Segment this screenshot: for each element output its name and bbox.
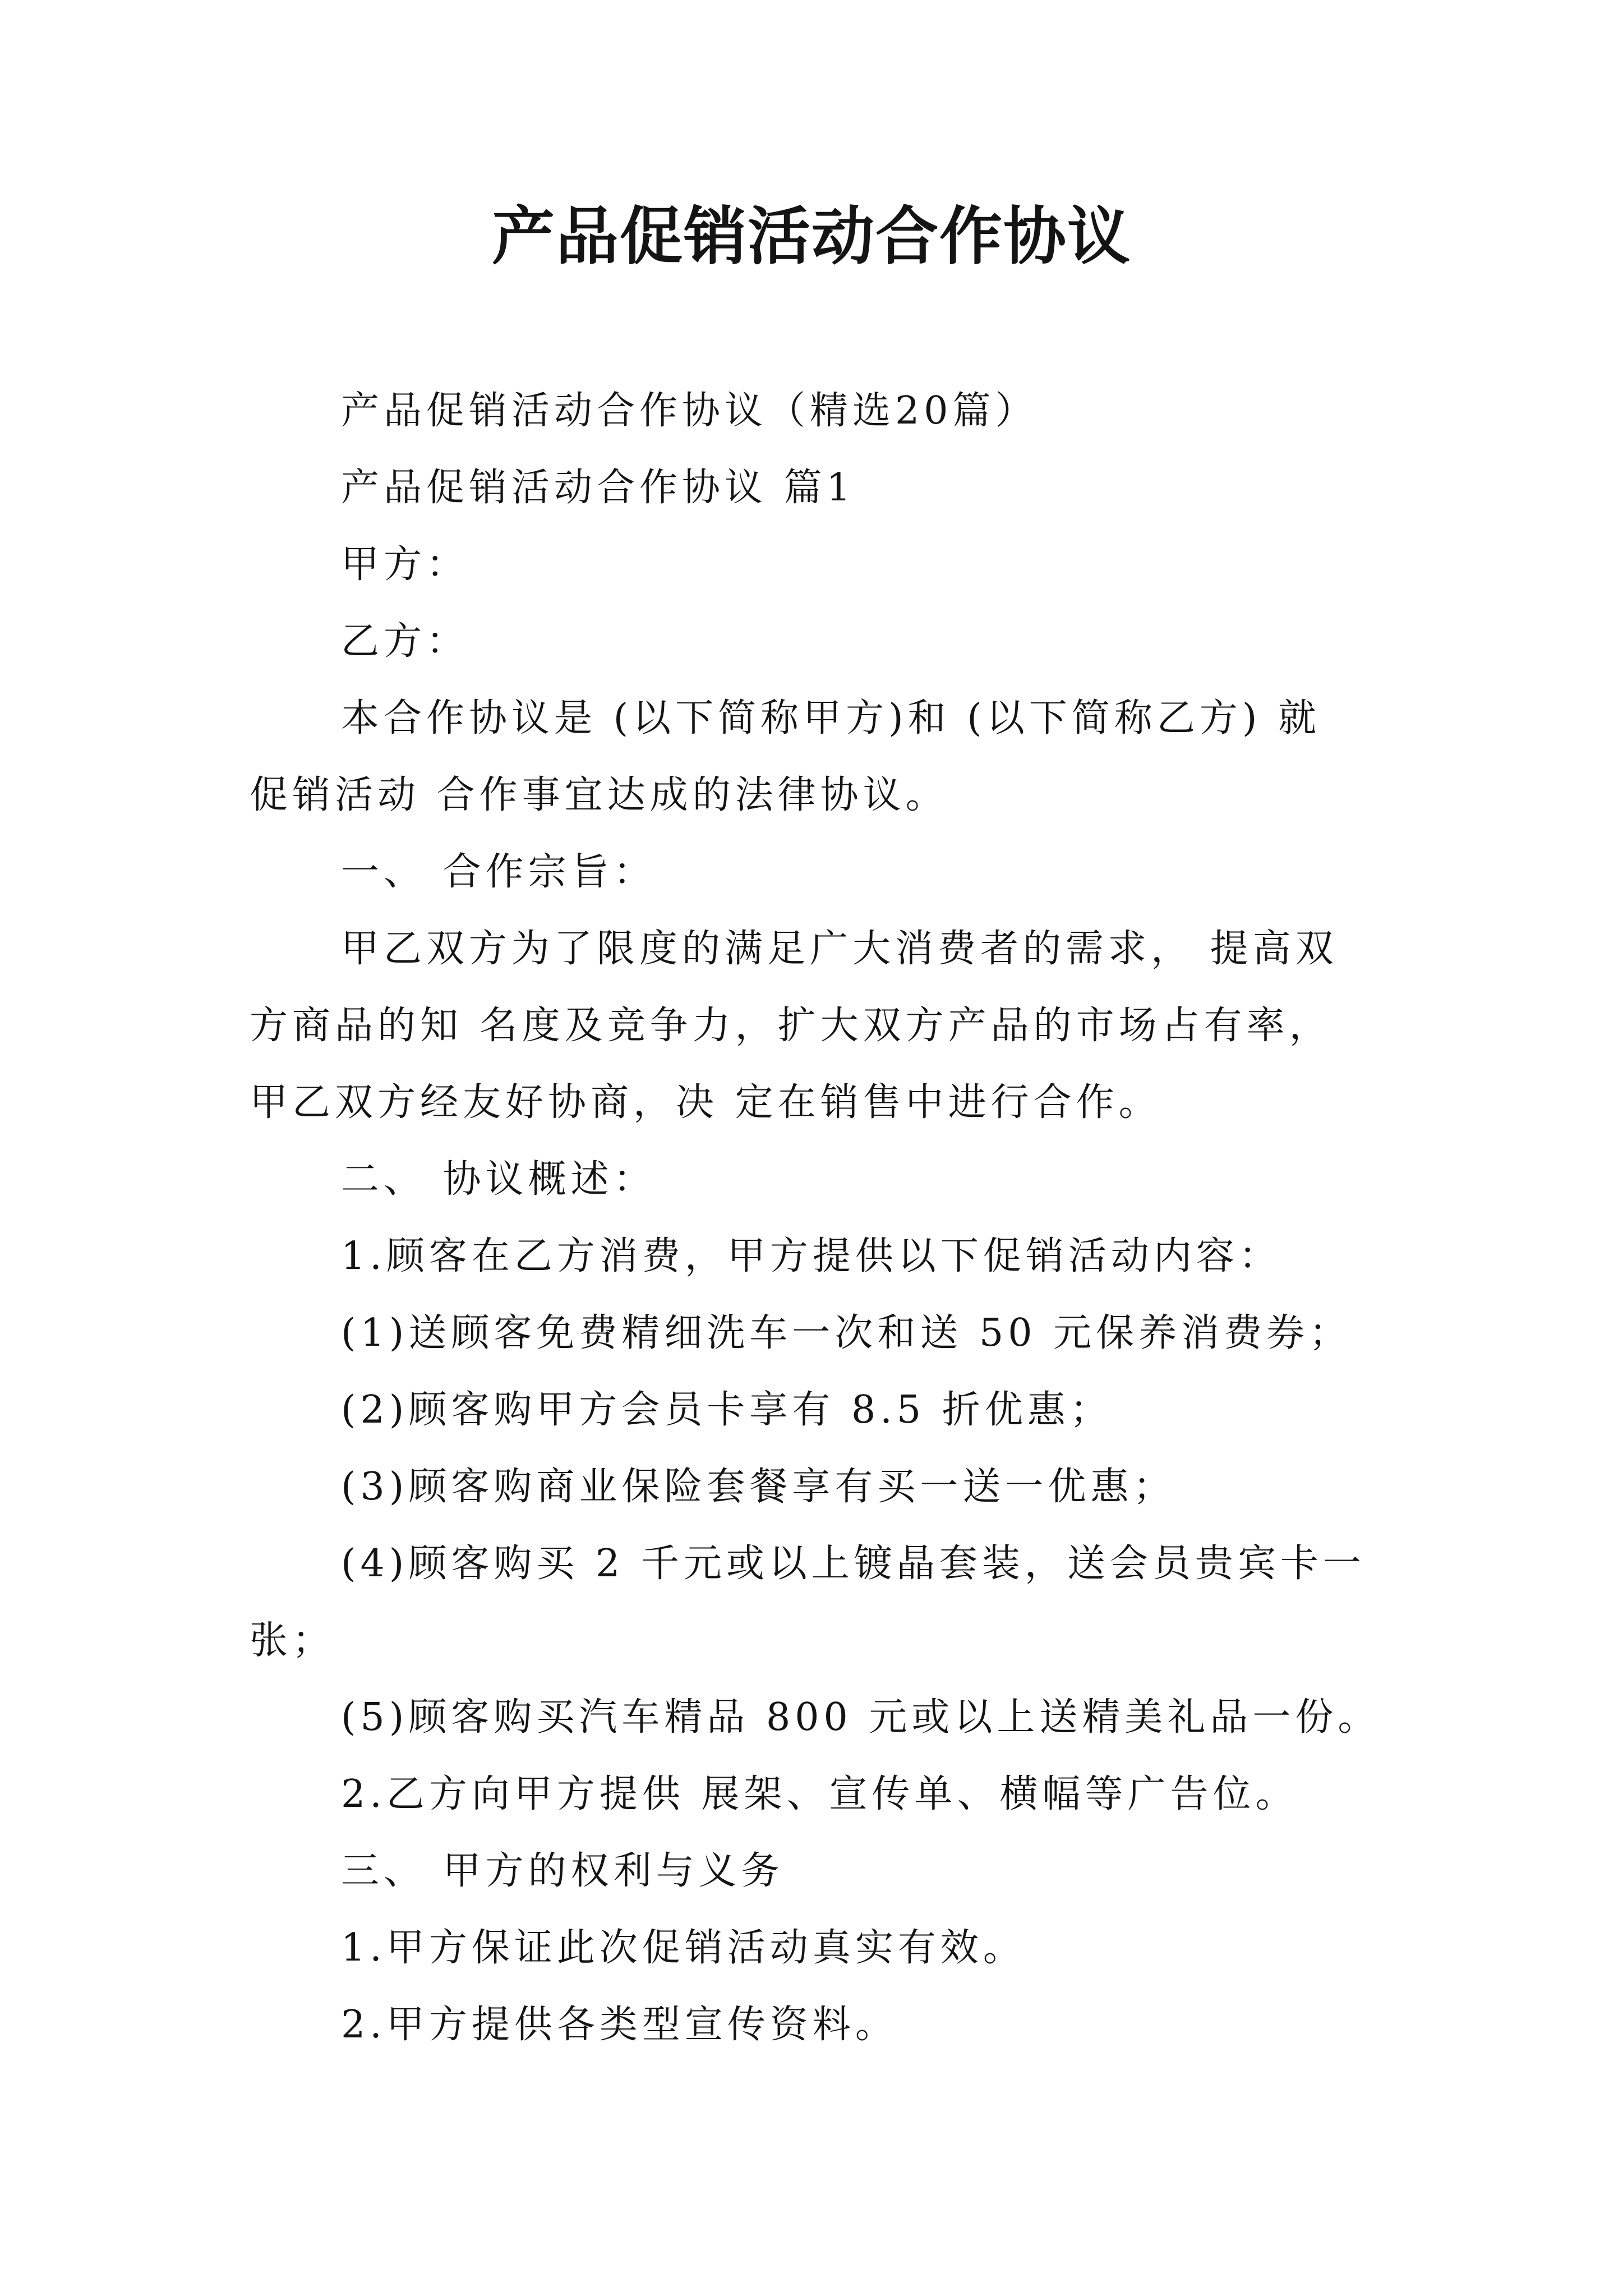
list-item-line: (4)顾客购买 2 千元或以上镀晶套装，送会员贵宾卡一 [341, 1542, 1366, 1586]
list-item-line: (5)顾客购买汽车精品 800 元或以上送精美礼品一份。 [341, 1695, 1381, 1740]
party-b-line: 乙方： [341, 619, 469, 664]
section-heading-line: 产品促销活动合作协议 篇1 [341, 466, 855, 510]
paragraph-line: 方商品的知 名度及竞争力，扩大双方产品的市场占有率， [250, 1004, 1332, 1048]
list-item-line: 1.甲方保证此次促销活动真实有效。 [341, 1926, 1026, 1970]
paragraph-line: 本合作协议是 (以下简称甲方)和 (以下简称乙方) 就 [341, 696, 1321, 740]
party-a-line: 甲方： [341, 542, 469, 587]
paragraph-line: 甲乙双方为了限度的满足广大消费者的需求， 提高双 [341, 927, 1338, 971]
list-item-line: 2.甲方提供各类型宣传资料。 [341, 2003, 898, 2047]
paragraph-line: 促销活动 合作事宜达成的法律协议。 [250, 773, 948, 817]
list-item-line: (3)顾客购商业保险套餐享有买一送一优惠； [341, 1465, 1176, 1509]
list-item-line: (2)顾客购甲方会员卡享有 8.5 折优惠； [341, 1388, 1113, 1432]
paragraph-line: 甲乙双方经友好协商，决 定在销售中进行合作。 [250, 1080, 1161, 1125]
section-heading-line: 二、 协议概述： [341, 1157, 656, 1202]
list-item-line: 2.乙方向甲方提供 展架、宣传单、横幅等广告位。 [341, 1772, 1298, 1816]
subtitle-line: 产品促销活动合作协议（精选20篇） [341, 389, 1038, 433]
section-heading-line: 一、 合作宗旨： [341, 850, 656, 894]
document-title: 产品促销活动合作协议 [492, 200, 1131, 273]
list-item-line: 1.顾客在乙方消费，甲方提供以下促销活动内容： [341, 1234, 1281, 1278]
section-heading-line: 三、 甲方的权利与义务 [341, 1849, 784, 1893]
list-item-line: (1)送顾客免费精细洗车一次和送 50 元保养消费券； [341, 1311, 1352, 1355]
list-item-continuation-line: 张； [250, 1618, 335, 1663]
